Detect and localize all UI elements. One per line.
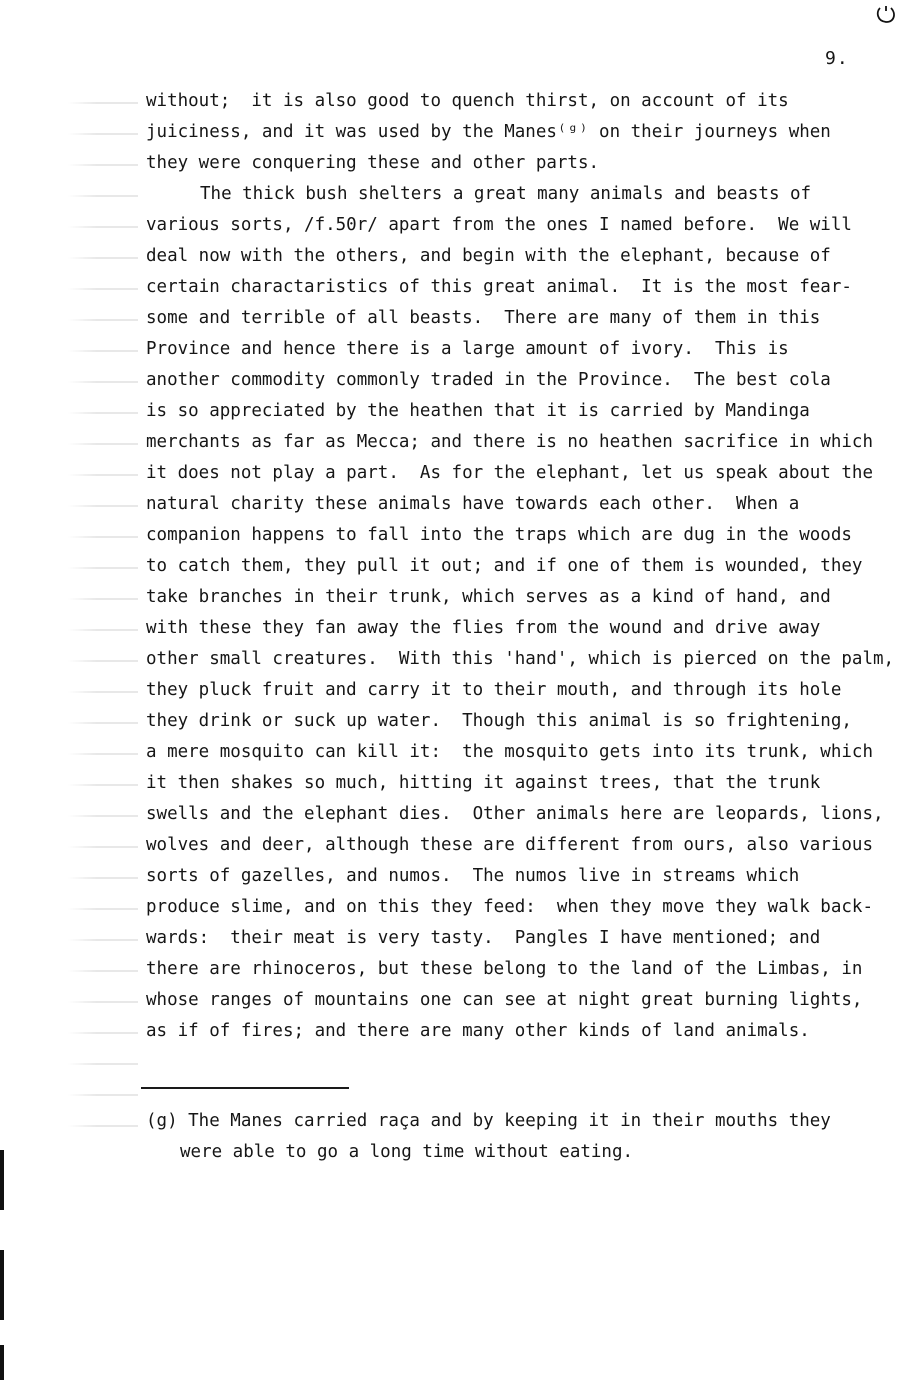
text-line: produce slime, and on this they feed: when they move they walk back-	[146, 897, 873, 917]
corner-circle-mark	[874, 2, 898, 26]
footnote-divider	[141, 1087, 349, 1089]
text-line: other small creatures. With this 'hand', which is pierced on the palm,	[146, 649, 895, 669]
text-line: companion happens to fall into the traps which are dug in the woods	[146, 525, 852, 545]
text-line: is so appreciated by the heathen that it is carried by Mandinga	[146, 401, 810, 421]
text-line: with these they fan away the flies from the wound and drive away	[146, 618, 821, 638]
text-line: swells and the elephant dies. Other animals here are leopards, lions,	[146, 804, 884, 824]
text-line: some and terrible of all beasts. There are many of them in this	[146, 308, 821, 328]
text-line: various sorts, /f.50r/ apart from the ones I named before. We will	[146, 215, 852, 235]
text-line: as if of fires; and there are many other kinds of land animals.	[146, 1021, 810, 1041]
scan-edge-mark	[0, 1250, 4, 1320]
scan-edge-mark	[0, 1150, 4, 1210]
text-line: juiciness, and it was used by the Manes⁽ᵍ⁾ on their journeys when	[146, 122, 831, 142]
text-line: merchants as far as Mecca; and there is no heathen sacrifice in which	[146, 432, 873, 452]
paragraph-start-line: The thick bush shelters a great many animals and beasts of	[200, 184, 812, 204]
margin-bleedthrough	[68, 80, 138, 1140]
text-line: whose ranges of mountains one can see at night great burning lights,	[146, 990, 863, 1010]
body-text	[146, 86, 895, 1047]
text-line: deal now with the others, and begin with the elephant, because of	[146, 246, 831, 266]
scan-edge-mark	[0, 1345, 4, 1380]
text-line: certain charactaristics of this great animal. It is the most fear-	[146, 277, 852, 297]
text-line: natural charity these animals have towards each other. When a	[146, 494, 800, 514]
text-line: a mere mosquito can kill it: the mosquito gets into its trunk, which	[146, 742, 873, 762]
text-line: take branches in their trunk, which serves as a kind of hand, and	[146, 587, 831, 607]
text-line: wolves and deer, although these are different from ours, also various	[146, 835, 873, 855]
text-line: another commodity commonly traded in the Province. The best cola	[146, 370, 831, 390]
page-number: 9.	[825, 48, 849, 69]
text-line: they pluck fruit and carry it to their mouth, and through its hole	[146, 680, 842, 700]
text-line: they drink or suck up water. Though this animal is so frightening,	[146, 711, 852, 731]
text-line: without; it is also good to quench thirst, on account of its	[146, 91, 789, 111]
text-line: there are rhinoceros, but these belong to the land of the Limbas, in	[146, 959, 863, 979]
footnote-line: were able to go a long time without eating.	[180, 1142, 634, 1162]
text-line: wards: their meat is very tasty. Pangles I have mentioned; and	[146, 928, 821, 948]
text-line: it does not play a part. As for the elephant, let us speak about the	[146, 463, 873, 483]
footnote-line: (g) The Manes carried raça and by keeping it in their mouths they	[146, 1111, 831, 1131]
text-line: they were conquering these and other parts.	[146, 153, 600, 173]
footnote	[146, 1106, 876, 1168]
text-line: Province and hence there is a large amount of ivory. This is	[146, 339, 789, 359]
text-line: sorts of gazelles, and numos. The numos live in streams which	[146, 866, 800, 886]
text-line: it then shakes so much, hitting it against trees, that the trunk	[146, 773, 821, 793]
text-line: to catch them, they pull it out; and if one of them is wounded, they	[146, 556, 863, 576]
